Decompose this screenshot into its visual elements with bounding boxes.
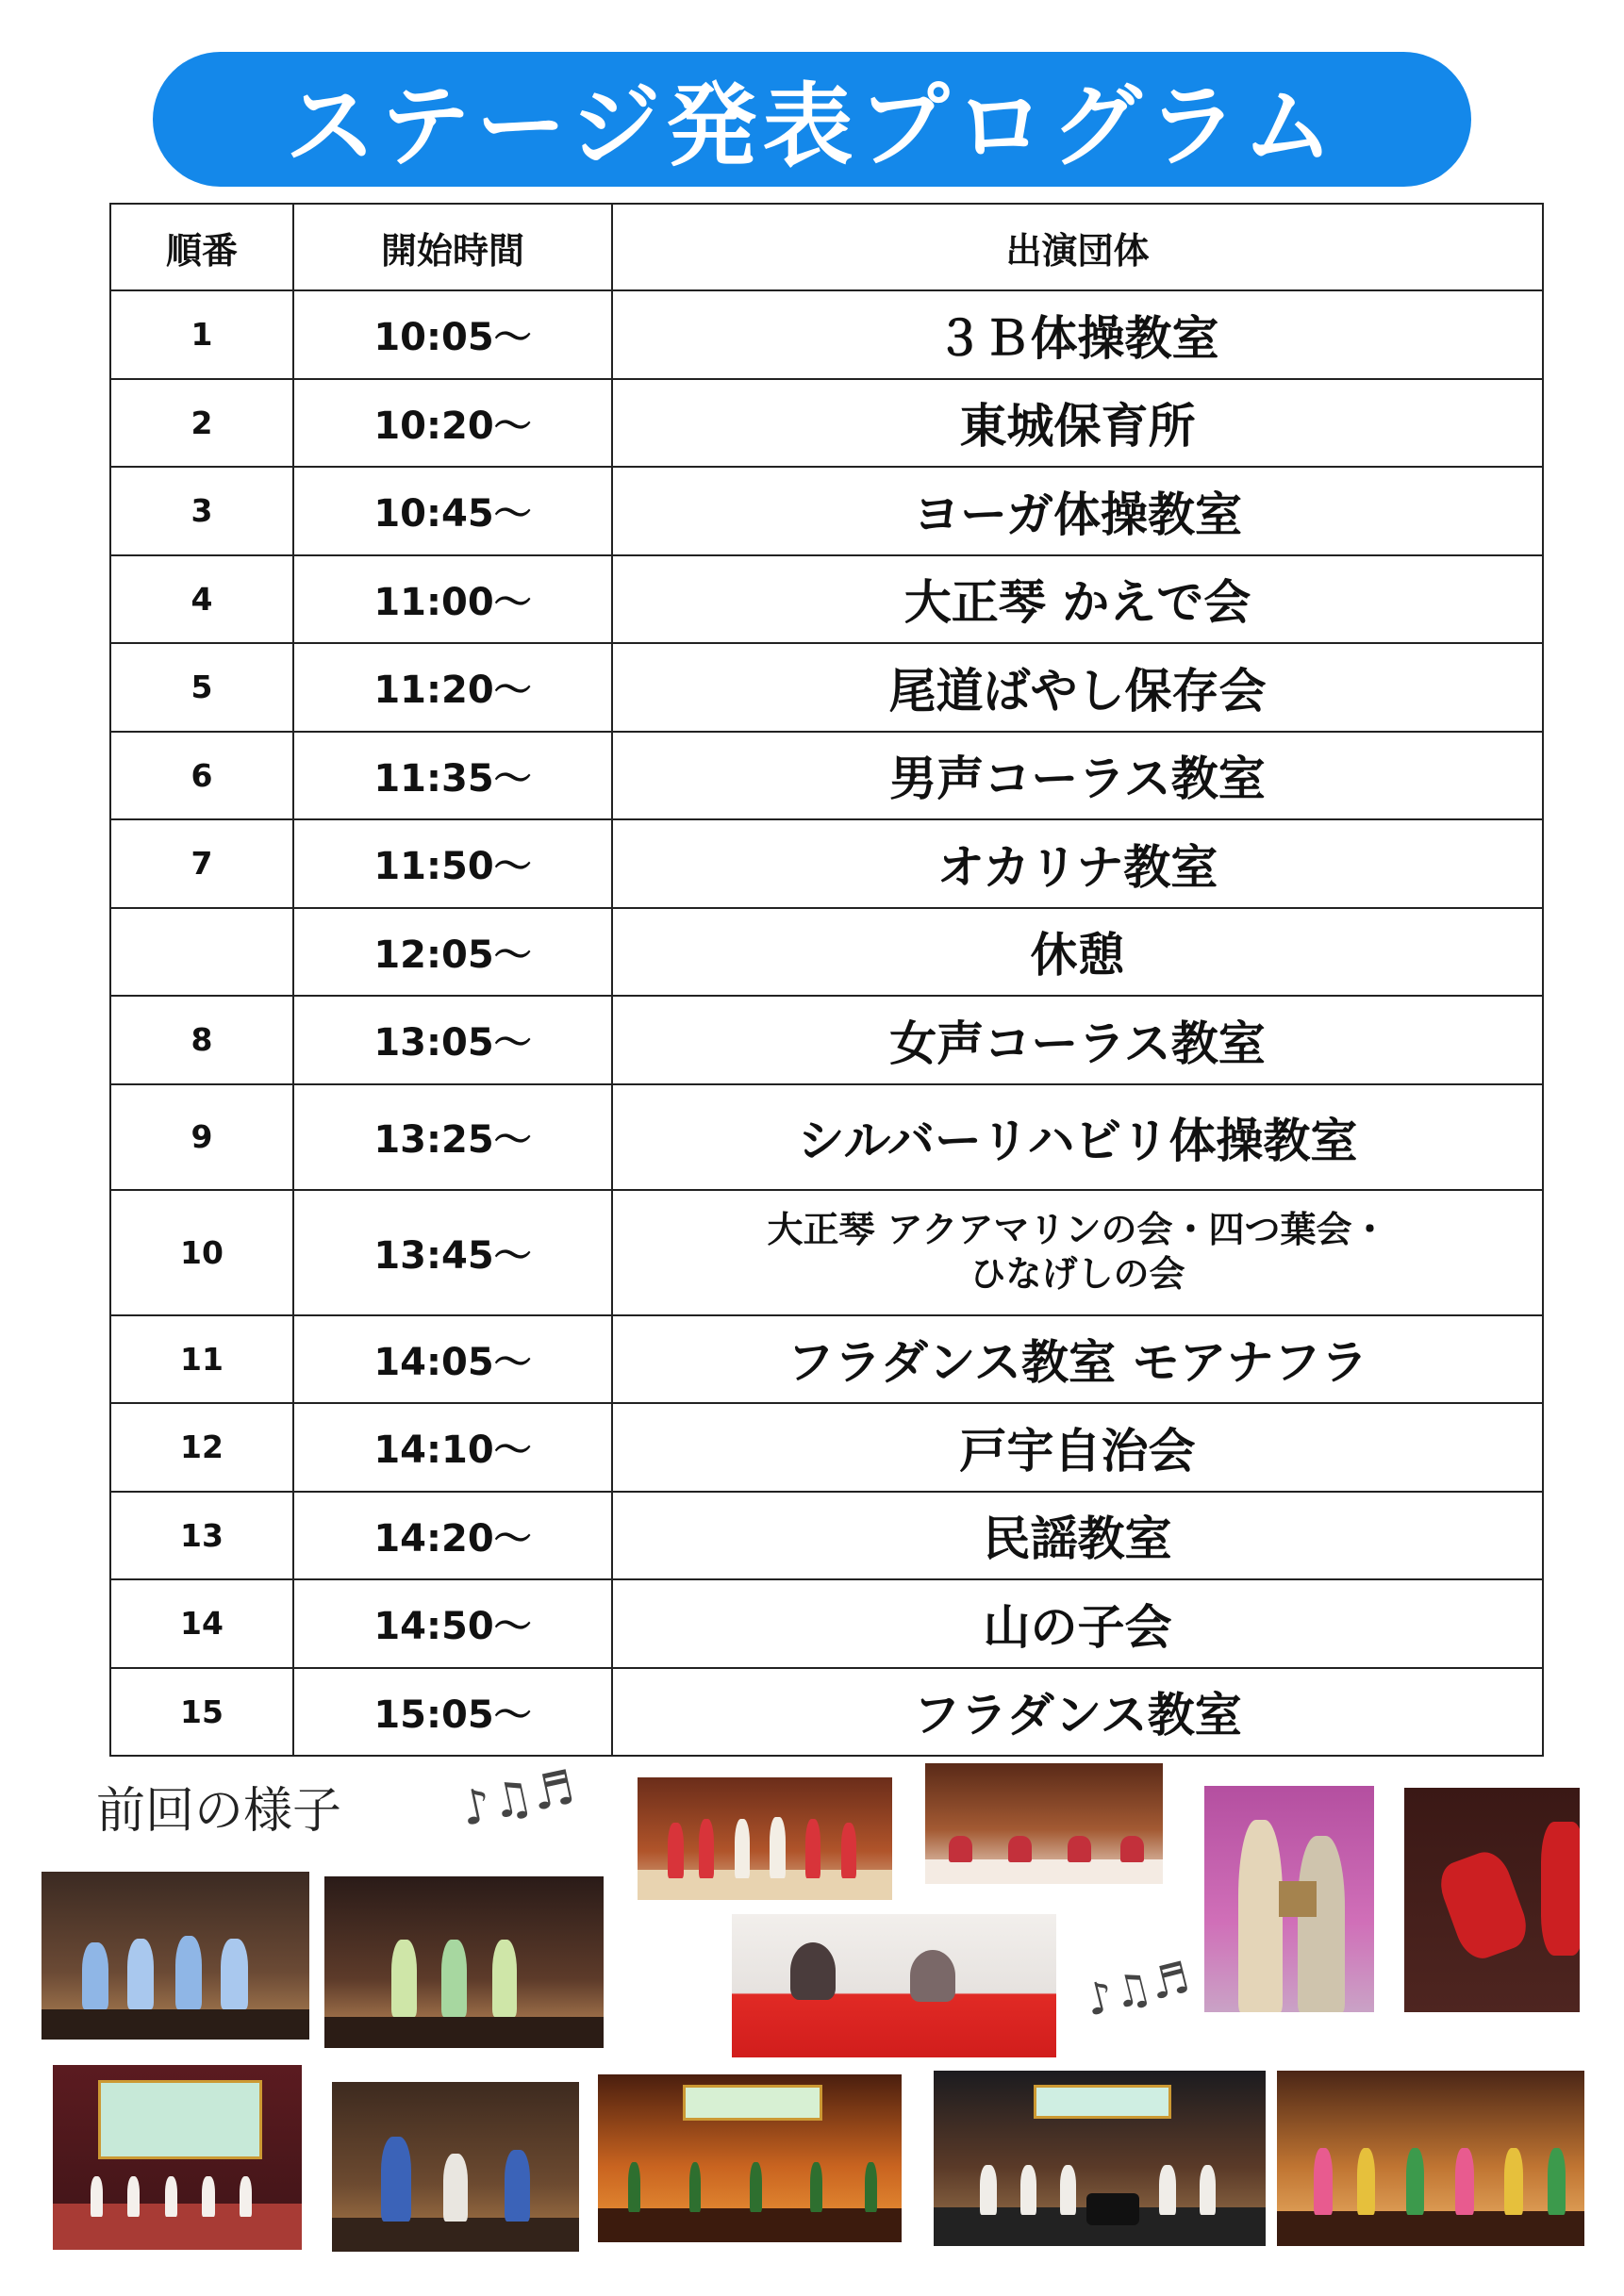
row-group: 戸宇自治会 [612, 1403, 1543, 1492]
row-order: 10 [110, 1190, 293, 1315]
row-time: 10:45～ [293, 467, 612, 555]
row-order: 15 [110, 1668, 293, 1757]
photo-hula-red-white [638, 1777, 892, 1900]
row-time: 13:05～ [293, 996, 612, 1084]
table-row [110, 819, 1543, 908]
table-row [110, 467, 1543, 555]
row-group: 山の子会 [612, 1579, 1543, 1668]
photo-stage-hula-final [1277, 2071, 1584, 2246]
row-order: 13 [110, 1492, 293, 1580]
page-title: ステージ発表プログラム [285, 74, 1339, 179]
row-time: 13:25～ [293, 1084, 612, 1190]
row-group: ヨーガ体操教室 [612, 467, 1543, 555]
table-row [110, 1315, 1543, 1404]
row-time: 11:20～ [293, 643, 612, 732]
row-time: 11:50～ [293, 819, 612, 908]
photo-stretching-class [1404, 1788, 1580, 2012]
row-order: 2 [110, 379, 293, 468]
row-group: 休憩 [612, 908, 1543, 997]
table-row [110, 1084, 1543, 1190]
table-row [110, 732, 1543, 820]
row-time: 14:20～ [293, 1492, 612, 1580]
table-row [110, 555, 1543, 644]
program-table [109, 203, 1544, 1757]
row-order: 4 [110, 555, 293, 644]
row-order [110, 908, 293, 997]
table-row [110, 1403, 1543, 1492]
table-row [110, 643, 1543, 732]
row-time: 11:35～ [293, 732, 612, 820]
photo-stage-group-1 [53, 2065, 302, 2250]
title-banner [153, 52, 1471, 187]
row-time: 10:20～ [293, 379, 612, 468]
table-row [110, 1668, 1543, 1757]
table-row [110, 1579, 1543, 1668]
table-row [110, 1492, 1543, 1580]
row-order: 5 [110, 643, 293, 732]
row-group: 女声コーラス教室 [612, 996, 1543, 1084]
row-group: ３Ｂ体操教室 [612, 290, 1543, 379]
header-start-time: 開始時間 [293, 204, 612, 290]
photo-koto-row [925, 1763, 1163, 1884]
table-row [110, 379, 1543, 468]
table-header-row [110, 204, 1543, 290]
photo-stage-choir-piano [934, 2071, 1266, 2246]
header-order: 順番 [110, 204, 293, 290]
row-time: 14:50～ [293, 1579, 612, 1668]
row-group-line-1: 大正琴 アクアマリンの会・四つ葉会・ [767, 1208, 1388, 1250]
row-group: 民謡教室 [612, 1492, 1543, 1580]
row-group: フラダンス教室 モアナフラ [612, 1315, 1543, 1404]
row-group [612, 1190, 1543, 1315]
row-time: 13:45～ [293, 1190, 612, 1315]
row-group: シルバーリハビリ体操教室 [612, 1084, 1543, 1190]
row-order: 12 [110, 1403, 293, 1492]
row-order: 7 [110, 819, 293, 908]
photo-stage-ohayashi [332, 2082, 579, 2252]
row-order: 6 [110, 732, 293, 820]
row-order: 9 [110, 1084, 293, 1190]
row-order: 14 [110, 1579, 293, 1668]
photo-koto-closeup [732, 1914, 1056, 2057]
row-time: 15:05～ [293, 1668, 612, 1757]
table-row [110, 1190, 1543, 1315]
row-time: 11:00～ [293, 555, 612, 644]
row-order: 11 [110, 1315, 293, 1404]
row-group: 東城保育所 [612, 379, 1543, 468]
table-row [110, 996, 1543, 1084]
row-order: 3 [110, 467, 293, 555]
photo-stage-orange-dance [598, 2074, 902, 2242]
row-group: 男声コーラス教室 [612, 732, 1543, 820]
row-time: 14:05～ [293, 1315, 612, 1404]
music-notes-icon: ♪♫♬ [456, 1759, 580, 1838]
previous-event-label: 前回の様子 [96, 1783, 342, 1840]
row-order: 1 [110, 290, 293, 379]
photo-children-green-dance [324, 1876, 604, 2048]
row-group: オカリナ教室 [612, 819, 1543, 908]
row-group: 尾道ばやし保存会 [612, 643, 1543, 732]
row-group: 大正琴 かえで会 [612, 555, 1543, 644]
row-order: 8 [110, 996, 293, 1084]
row-group: フラダンス教室 [612, 1668, 1543, 1757]
table-row-break [110, 908, 1543, 997]
row-time: 10:05～ [293, 290, 612, 379]
row-group-line-2: ひなげしの会 [969, 1253, 1185, 1295]
music-notes-icon: ♪♫♬ [1080, 1951, 1195, 2026]
photo-kimono-singers [1204, 1786, 1374, 2012]
row-time: 12:05～ [293, 908, 612, 997]
row-time: 14:10～ [293, 1403, 612, 1492]
header-group: 出演団体 [612, 204, 1543, 290]
photo-children-blue-dance [41, 1872, 309, 2040]
table-row [110, 290, 1543, 379]
